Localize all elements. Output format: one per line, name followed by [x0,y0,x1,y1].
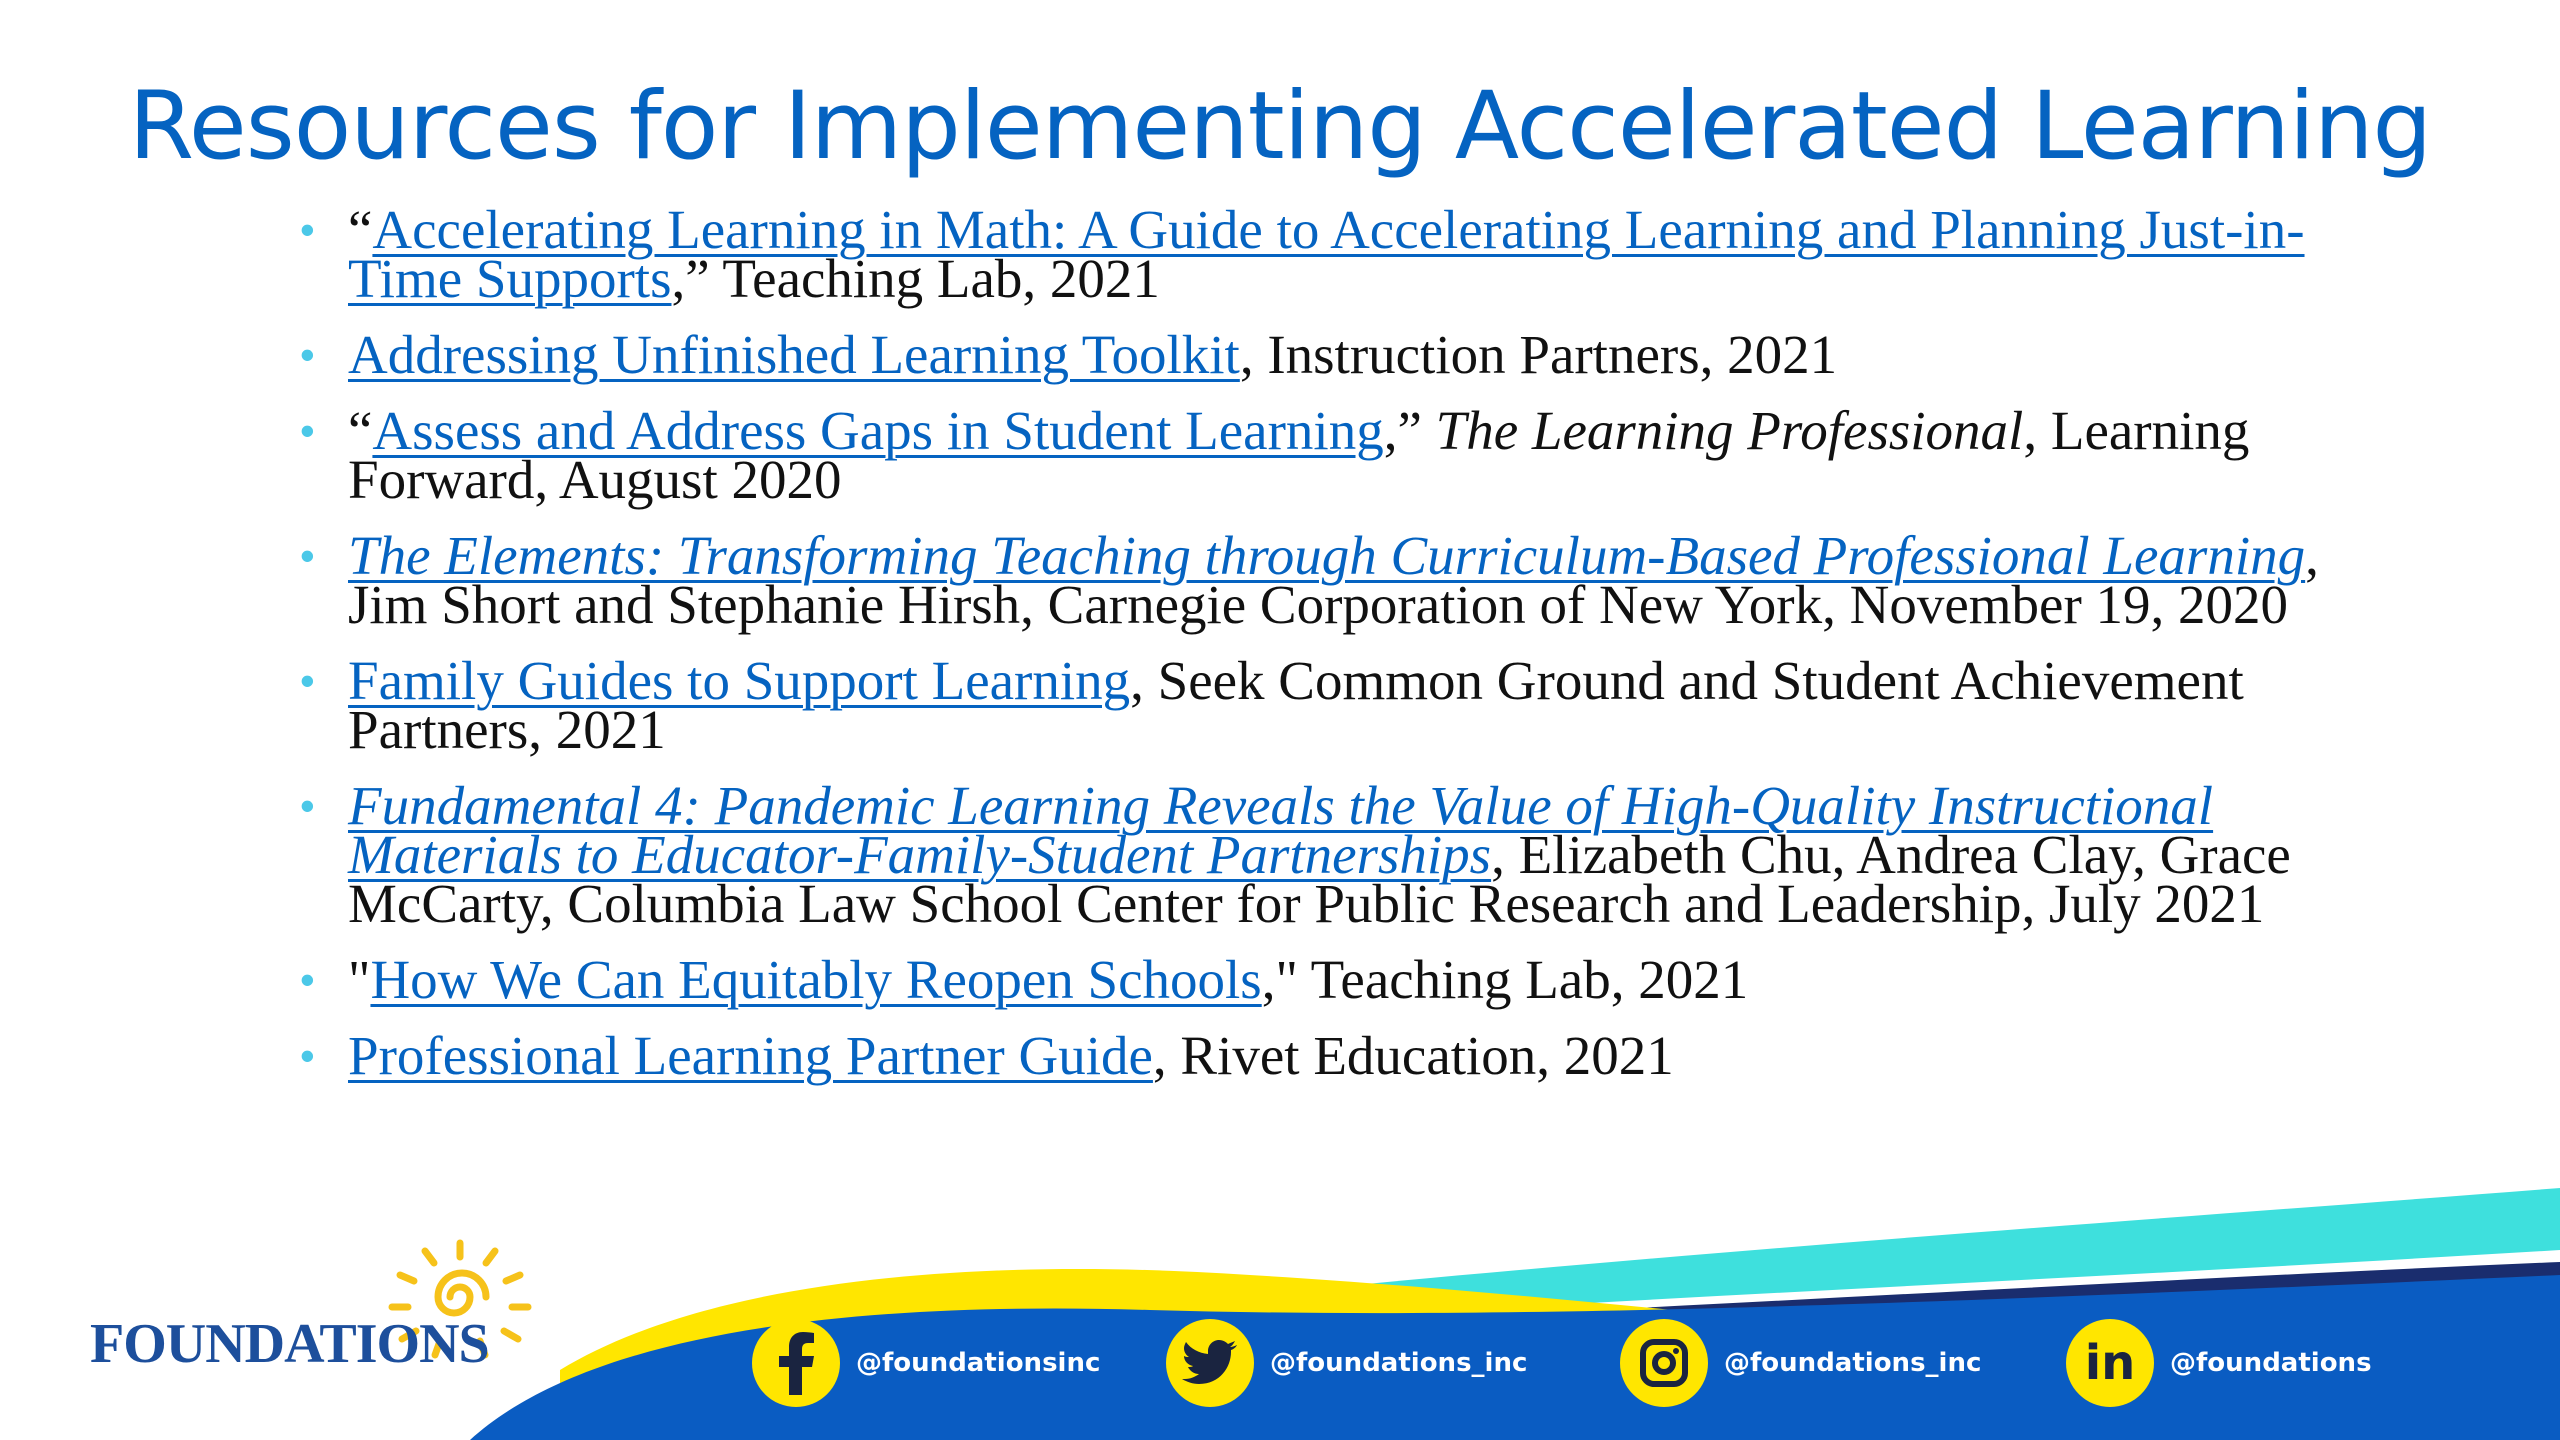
resource-item: • "How We Can Equitably Reopen Schools," Teaching Lab, 2021 [300,949,1749,1010]
resource-item: • Addressing Unfinished Learning Toolkit, Instruction Partners, 2021 [300,324,1838,385]
bullet-icon: • [300,407,315,454]
resource-item: • “Accelerating Learning in Math: A Guide to Accelerating Learning and Planning Just-in-Time Supports,” Teaching Lab, 2021 [300,199,2305,309]
bullet-icon: • [300,206,315,253]
linkedin-link[interactable] [2066,1318,2372,1408]
resource-link[interactable]: Addressing Unfinished Learning Toolkit [348,324,1240,385]
linkedin-handle: @foundations [2170,1348,2372,1378]
resource-link[interactable]: Professional Learning Partner Guide [348,1025,1153,1086]
resource-link[interactable]: The Elements: Transforming Teaching through Curriculum-Based Professional Learning [348,525,2306,586]
resource-item: • The Elements: Transforming Teaching through Curriculum-Based Professional Learning, Jim Short and Stephanie Hirsh, Carnegie Corporation of New York, November 19, 2020 [300,525,2319,635]
facebook-icon [752,1319,840,1407]
bullet-icon: • [300,782,315,829]
resource-list [300,199,2380,1107]
bullet-icon: • [300,532,315,579]
linkedin-icon: in [2066,1319,2154,1407]
bullet-icon: • [300,657,315,704]
instagram-handle: @foundations_inc [1724,1348,1982,1378]
instagram-icon [1620,1319,1708,1407]
publication-title: The Learning Professional [1435,400,2024,461]
resource-link[interactable]: Accelerating Learning in Math: A Guide to Accelerating Learning and Planning Just-in-Time Supports [348,199,2305,309]
resource-link[interactable]: How We Can Equitably Reopen Schools [370,949,1262,1010]
facebook-link[interactable] [752,1318,1100,1408]
foundations-logo: FOUNDATIONS [90,1313,489,1375]
resource-link[interactable]: Assess and Address Gaps in Student Learning [372,400,1384,461]
bullet-icon: • [300,1032,315,1079]
resource-item: • Professional Learning Partner Guide, Rivet Education, 2021 [300,1025,1674,1086]
instagram-link[interactable] [1620,1318,1981,1408]
twitter-link[interactable] [1166,1318,1527,1408]
bullet-icon: • [300,956,315,1003]
bullet-icon: • [300,331,315,378]
slide-title: Resources for Implementing Accelerated Learning [128,72,2432,181]
twitter-handle: @foundations_inc [1270,1348,1528,1378]
twitter-icon [1166,1319,1254,1407]
resource-link[interactable]: Family Guides to Support Learning [348,650,1131,711]
resource-link[interactable]: Fundamental 4: Pandemic Learning Reveals the Value of High-Quality Instructional Materials to Educator-Family-Student Partnerships [348,775,2214,885]
resource-item: • Fundamental 4: Pandemic Learning Reveals the Value of High-Quality Instructional Materials to Educator-Family-Student Partnerships, Elizabeth Chu, Andrea Clay, Grace McCarty, Columbia Law School Center for Public Research and Leadership, July 2021 [300,775,2291,934]
facebook-handle: @foundationsinc [856,1348,1101,1378]
resource-item: • Family Guides to Support Learning, Seek Common Ground and Student Achievement Partners, 2021 [300,650,2244,760]
resource-item: • “Assess and Address Gaps in Student Learning,” The Learning Professional, Learning Forward, August 2020 [300,400,2250,510]
